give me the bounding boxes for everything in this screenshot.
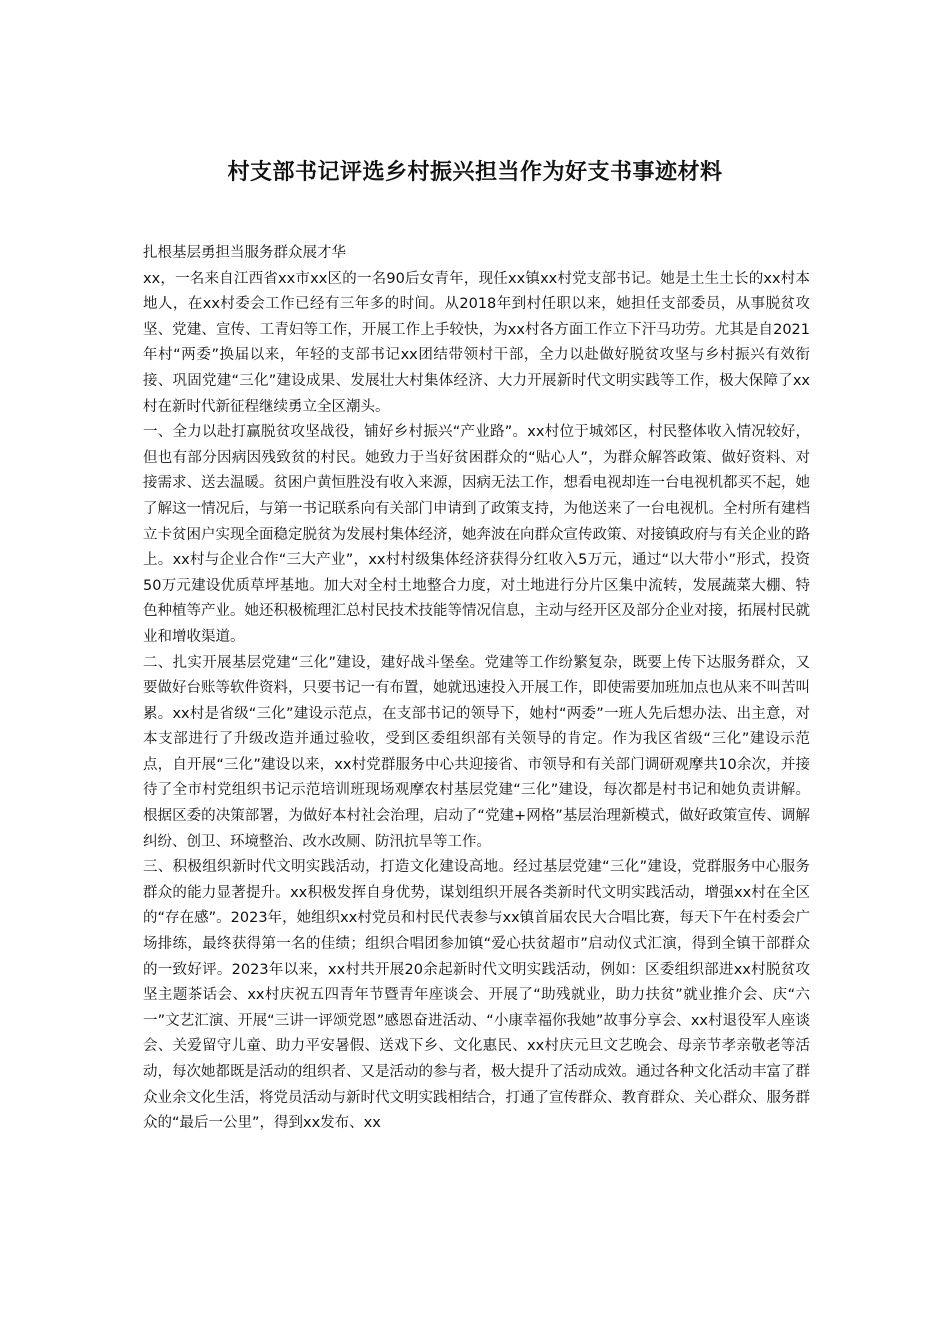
paragraph-section-3: 三、积极组织新时代文明实践活动，打造文化建设高地。经过基层党建“三化”建设，党群服务中心服务群众的能力显著提升。xx积极发挥自身优势，谋划组织开展各类新时代文明实践活动，增强xx村在全区的“存在感”。2023年，她组织xx村党员和村民代表参与xx镇首届农民大合唱比赛，每天下午在村委会广场排练，最终获得第一名的佳绩；组织合唱团参加镇“爱心扶贫超市”启动仪式汇演，得到全镇干部群众的一致好评。2023年以来，xx村共开展20余起新时代文明实践活动，例如：区委组织部进xx村脱贫攻坚主题茶话会、xx村庆祝五四青年节暨青年座谈会、开展了“助残就业，助力扶贫”就业推介会、庆“六一”文艺汇演、开展“三讲一评颂党恩”感恩奋进活动、“小康幸福你我她”故事分享会、xx村退役军人座谈会、关爱留守儿童、助力平安暑假、送戏下乡、文化惠民、xx村庆元旦文艺晚会、母亲节孝亲敬老等活动，每次她都既是活动的组织者、又是活动的参与者，极大提升了活动成效。通过各种文化活动丰富了群众业余文化生活，将党员活动与新时代文明实践相结合，打通了宣传群众、教育群众、关心群众、服务群众的“最后一公里”，得到xx发布、xx [143, 859, 810, 1132]
document-subtitle: 扎根基层勇担当服务群众展才华 [143, 245, 346, 261]
paragraph-intro: xx，一名来自江西省xx市xx区的一名90后女青年，现任xx镇xx村党支部书记。她是土生土长的xx村本地人，在xx村委会工作已经有三年多的时间。从2018年到村任职以来，她担任支部委员，从事脱贫攻坚、党建、宣传、工青妇等工作，开展工作上手较快，为xx村各方面工作立下汗马功劳。尤其是自2021年村“两委”换届以来，年轻的支部书记xx团结带领村干部，全力以赴做好脱贫攻坚与乡村振兴有效衔接、巩固党建“三化”建设成果、发展壮大村集体经济、大力开展新时代文明实践等工作，极大保障了xx村在新时代新征程继续勇立全区潮头。 [143, 270, 810, 415]
paragraph-section-2: 二、扎实开展基层党建“三化”建设，建好战斗堡垒。党建等工作纷繁复杂，既要上传下达服务群众，又要做好台账等软件资料，只要书记一有布置，她就迅速投入开展工作，即使需要加班加点也从来不叫苦叫累。xx村是省级“三化”建设示范点，在支部书记的领导下，她村“两委”一班人先后想办法、出主意，对本支部进行了升级改造并通过验收，受到区委组织部有关领导的肯定。作为我区省级“三化”建设示范点，自开展“三化”建设以来，xx村党群服务中心共迎接省、市领导和有关部门调研观摩共10余次，并接待了全市村党组织书记示范培训班现场观摩农村基层党建“三化”建设，每次都是村书记和她负责讲解。根据区委的决策部署，为做好本村社会治理，启动了“党建+网格”基层治理新模式，做好政策宣传、调解纠纷、创卫、环境整治、改水改厕、防汛抗旱等工作。 [143, 654, 810, 850]
document-body [143, 241, 810, 1137]
document-title: 村支部书记评选乡村振兴担当作为好支书事迹材料 [227, 160, 723, 185]
paragraph-section-1: 一、全力以赴打赢脱贫攻坚战役，铺好乡村振兴“产业路”。xx村位于城郊区，村民整体收入情况较好，但也有部分因病因残致贫的村民。她致力于当好贫困群众的“贴心人”，为群众解答政策、做好资料、对接需求、送去温暖。贫困户黄恒胜没有收入来源，因病无法工作，想看电视却连一台电视机都买不起，她了解这一情况后，与第一书记联系向有关部门申请到了政策支持，为他送来了一台电视机。全村所有建档立卡贫困户实现全面稳定脱贫为发展村集体经济，她奔波在向群众宣传政策、对接镇政府与有关企业的路上。xx村与企业合作“三大产业”，xx村村级集体经济获得分红收入5万元，通过“以大带小”形式，投资50万元建设优质草坪基地。加大对全村土地整合力度，对土地进行分片区集中流转，发展蔬菜大棚、特色种植等产业。她还积极梳理汇总村民技术技能等情况信息，主动与经开区及部分企业对接，拓展村民就业和增收渠道。 [143, 424, 810, 645]
